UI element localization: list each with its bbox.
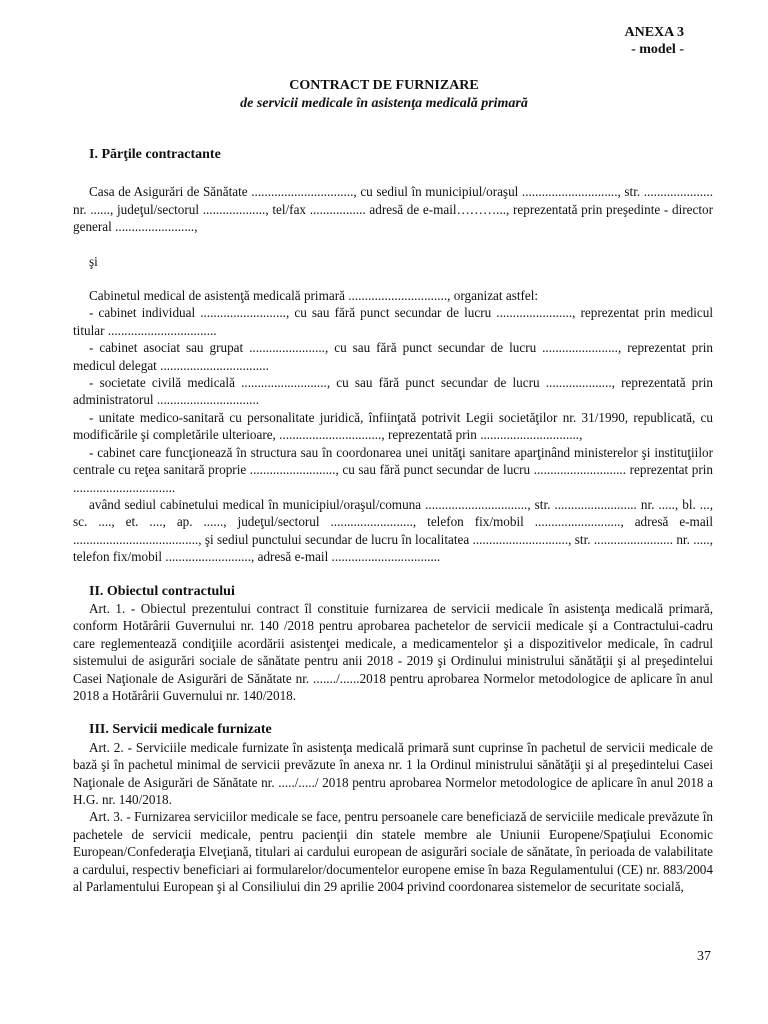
- paragraph-individual-cabinet: - cabinet individual .........................., cu sau fără punct secundar de lucru ......................., reprezentat prin medicul titular .................................: [73, 305, 713, 338]
- paragraph-insurance-house: Casa de Asigurări de Sănătate ..............................., cu sediul în municipiul/oraşul ............................., str. ..................... nr. ......, judeţul/sectorul ..................., tel/fax ................. adresă de e-mail………..., reprezentată prin preşedinte - director general ........................,: [73, 184, 713, 235]
- paragraph-medical-unit: - unitate medico-sanitară cu personalitate juridică, înfiinţată potrivit Legii societăţilor nr. 31/1990, republicată, cu modificările şi completările ulterioare, ..............................., reprezentată prin ..............................,: [73, 409, 713, 443]
- paragraph-and: şi: [89, 253, 98, 269]
- paragraph-cabinet: Cabinetul medical de asistenţă medicală primară .............................., organizat astfel:: [89, 288, 539, 304]
- paragraph-art-1: Art. 1. - Obiectul prezentului contract îl constituie furnizarea de servicii medicale în asistenţa medicală primară, conform Hotărârii Guvernului nr. 140 /2018 pentru aprobarea pachetelor de servicii medicale şi a Contractului-cadru care reglementează condiţiile acordării asistenţei medicale, a medicamentelor şi a dispozitivelor medicale, în cadrul sistemului de asigurări sociale de sănătate pentru anii 2018 - 2019 şi Ordinului ministrului sănătăţii şi al preşedintelui Casei Naţionale de Asigurări de Sănătate nr. ......./......2018 pentru aprobarea Normelor metodologice de aplicare în anul 2018 a Hotărârii Guvernului nr. 140/2018.: [73, 600, 713, 703]
- annex-label: ANEXA 3: [624, 25, 684, 40]
- title-main: CONTRACT DE FURNIZARE: [289, 78, 479, 93]
- title-subtitle: de servicii medicale în asistenţa medicală primară: [240, 96, 528, 111]
- annex-model: - model -: [631, 42, 684, 57]
- section-heading-services: III. Servicii medicale furnizate: [89, 722, 272, 738]
- paragraph-art-2: Art. 2. - Serviciile medicale furnizate în asistenţa medicală primară sunt cuprinse în pachetul de servicii medicale de bază şi în pachetul minimal de servicii prevăzute în anexa nr. 1 la Ordinul ministrului sănătăţii şi al preşedintelui Casei Naţionale de Asigurări de Sănătate nr. ...../...../ 2018 pentru aprobarea Normelor metodologice de aplicare în anul 2018 a H.G. nr. 140/2018.: [73, 739, 713, 807]
- section-heading-object: II. Obiectul contractului: [89, 583, 235, 599]
- paragraph-ministry-cabinet: - cabinet care funcţionează în structura sau în coordonarea unei unităţi sanitare aparţinând ministerelor şi instituţiilor centrale cu reţea sanitară proprie .........................., cu sau fără punct secundar de lucru ............................ reprezentat prin ...............................: [73, 444, 713, 495]
- annex-header: [624, 24, 684, 58]
- document-title: [0, 77, 768, 113]
- section-heading-parties: I. Părţile contractante: [89, 147, 221, 162]
- document-body: [73, 146, 713, 895]
- paragraph-art-3: Art. 3. - Furnizarea serviciilor medicale se face, pentru persoanele care beneficiază de serviciile medicale prevăzute în pachetele de servicii medicale, pentru pacienţii din statele membre ale Uniunii Europene/Spaţiului Economic European/Confederaţia Elveţiană, titulari ai cardului european de asigurări sociale de sănătate, în perioada de valabilitate a cardului, respectiv beneficiari ai formularelor/documentelor europene emise în baza Regulamentului (CE) nr. 883/2004 al Parlamentului European şi al Consiliului din 29 aprilie 2004 privind coordonarea sistemelor de securitate socială,: [73, 809, 713, 895]
- paragraph-civil-society: - societate civilă medicală .........................., cu sau fără punct secundar de lucru ...................., reprezentată prin administratorul ...............................: [73, 375, 713, 408]
- page-number: 37: [697, 949, 711, 964]
- paragraph-headquarters: având sediul cabinetului medical în municipiul/oraşul/comuna ..............................., str. ......................... nr. ....., bl. ..., sc. ...., et. ...., ap. ......, judeţul/sectorul ........................., telefon fix/mobil .........................., adresă e-mail ......................................, şi sediul punctului secundar de lucru în localitatea ............................., str. ........................ nr. ....., telefon fix/mobil .........................., adresă e-mail .................................: [73, 496, 713, 565]
- paragraph-associated-cabinet: - cabinet asociat sau grupat ......................., cu sau fără punct secundar de lucru ......................., reprezentat prin medicul delegat .................................: [73, 340, 713, 373]
